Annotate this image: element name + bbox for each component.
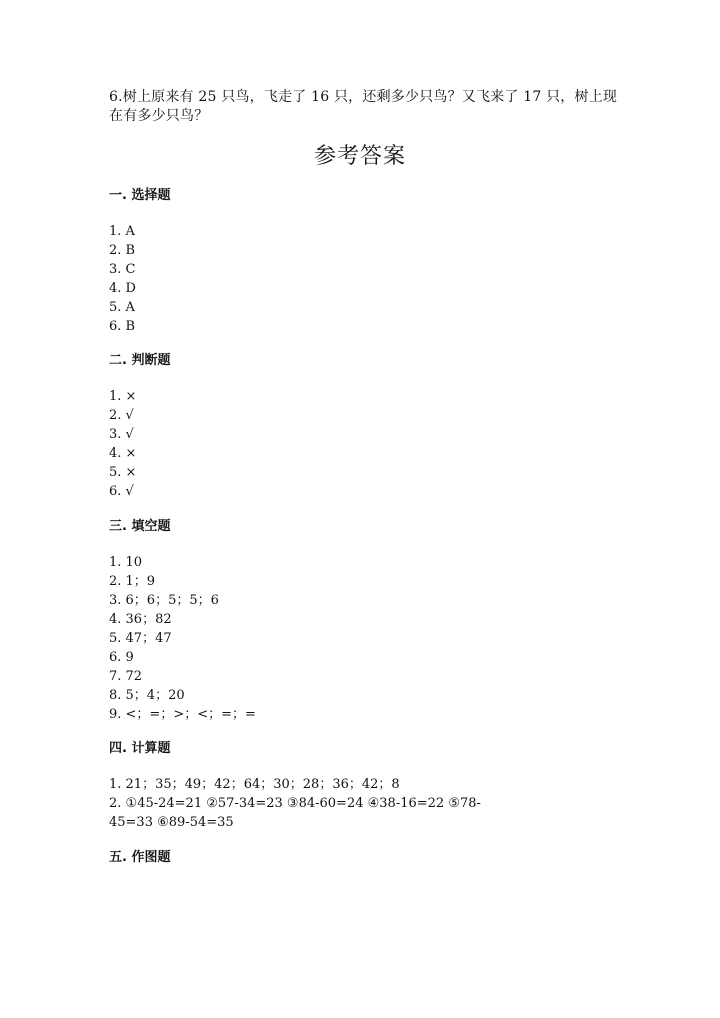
list-item: 45=33 ⑥89-54=35	[109, 815, 234, 830]
list-item: 3. C	[109, 262, 136, 277]
list-item: 4. D	[109, 281, 136, 296]
answer-key-title: 参考答案	[313, 144, 406, 169]
question-line-2: 在有多少只鸟？	[109, 108, 209, 124]
list-item: 3. √	[109, 427, 134, 442]
list-item: 1. 10	[109, 555, 143, 570]
list-item: 6. 9	[109, 650, 134, 665]
choice-answer-list	[109, 222, 629, 336]
list-item: 1. A	[109, 224, 135, 239]
fill-answer-list	[109, 553, 629, 724]
list-item: 7. 72	[109, 669, 143, 684]
question-6	[109, 88, 629, 126]
section-heading-fill: 三. 填空题	[109, 519, 171, 534]
question-line-1: 6.树上原来有 25 只鸟，飞走了 16 只，还剩多少只鸟？又飞来了 17 只，树上现	[109, 89, 618, 105]
list-item: 8. 5；4；20	[109, 688, 185, 703]
list-item: 5. A	[109, 300, 135, 315]
list-item: 6. √	[109, 484, 134, 499]
judge-answer-list	[109, 387, 629, 501]
list-item: 6. B	[109, 319, 136, 334]
list-item: 2. B	[109, 243, 136, 258]
list-item: 2. ①45-24=21 ②57-34=23 ③84-60=24 ④38-16=22 ⑤78-	[109, 796, 481, 811]
list-item: 1. ×	[109, 389, 137, 404]
list-item: 2. 1；9	[109, 574, 156, 589]
list-item: 9. <；=；>；<；=；=	[109, 707, 256, 722]
section-heading-judge: 二. 判断题	[109, 353, 171, 368]
list-item: 5. 47；47	[109, 631, 172, 646]
section-heading-choice: 一. 选择题	[109, 188, 171, 203]
list-item: 2. √	[109, 408, 134, 423]
list-item: 1. 21；35；49；42；64；30；28；36；42；8	[109, 777, 400, 792]
list-item: 4. ×	[109, 446, 137, 461]
section-heading-draw: 五. 作图题	[109, 850, 171, 865]
list-item: 3. 6；6；5；5；6	[109, 593, 219, 608]
list-item: 5. ×	[109, 465, 137, 480]
list-item: 4. 36；82	[109, 612, 172, 627]
section-heading-calc: 四. 计算题	[109, 741, 171, 756]
calc-answer-list	[109, 775, 629, 832]
